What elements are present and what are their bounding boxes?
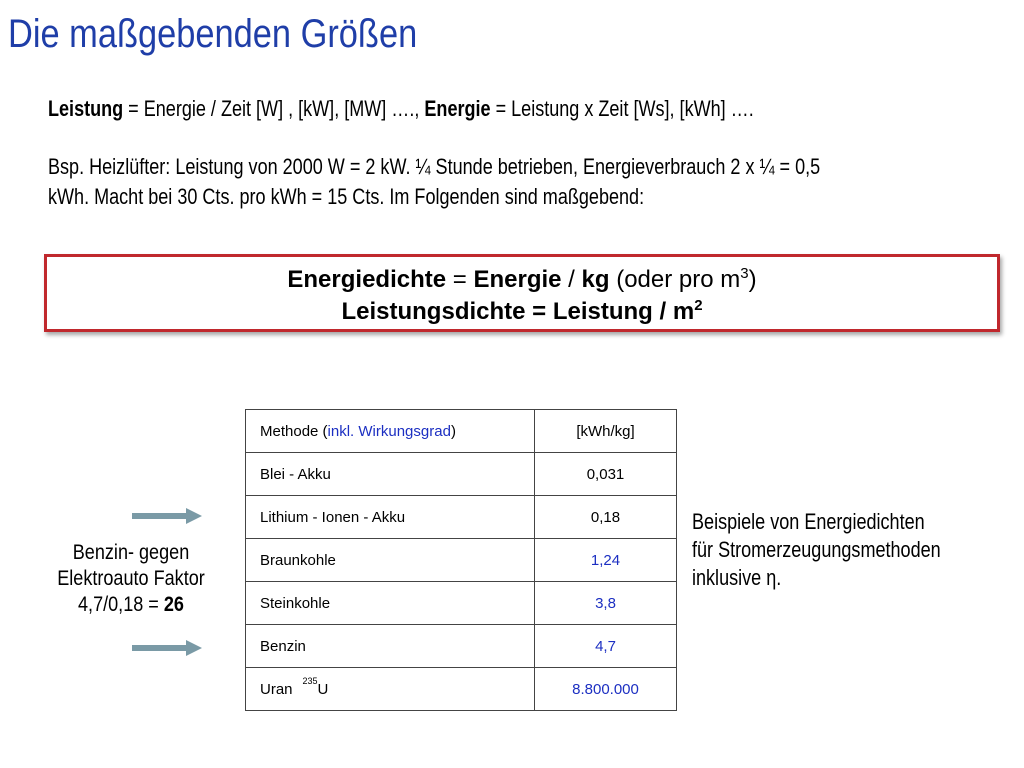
leistung-term: Leistung bbox=[48, 96, 124, 121]
method-cell: Blei - Akku bbox=[246, 453, 535, 496]
unit-header: [kWh/kg] bbox=[535, 410, 677, 453]
table-row bbox=[246, 582, 677, 625]
table-caption: Beispiele von Energiedichten für Stromerzeugungsmethoden inklusive η. bbox=[692, 509, 941, 590]
value-cell: 0,18 bbox=[535, 496, 677, 539]
table-row bbox=[246, 496, 677, 539]
energiedichte-formula: Energiedichte = Energie / kg (oder pro $m^3$) bbox=[287, 265, 757, 293]
example-line-2: kWh. Macht bei 30 Cts. pro kWh = 15 Cts. Im Folgenden sind maßgebend: bbox=[48, 184, 645, 209]
table-row bbox=[246, 539, 677, 582]
method-cell: Braunkohle bbox=[246, 539, 535, 582]
example-line-1: Bsp. Heizlüfter: Leistung von 2000 W = 2 kW. ¼ Stunde betrieben, Energieverbrauch 2 x ¼ = 0,5 bbox=[48, 154, 821, 179]
method-cell: Uran $^{235}$U bbox=[246, 668, 535, 711]
value-cell: 4,7 bbox=[535, 625, 677, 668]
page-title: Die maßgebenden Größen bbox=[8, 12, 418, 56]
density-definition-box bbox=[44, 254, 1000, 332]
value-cell: 0,031 bbox=[535, 453, 677, 496]
table-header-row bbox=[246, 410, 677, 453]
arrow-right-icon bbox=[130, 637, 204, 659]
table-row bbox=[246, 668, 677, 711]
method-cell: Benzin bbox=[246, 625, 535, 668]
comparison-note: Benzin- gegen Elektroauto Faktor 4,7/0,18 = 26 bbox=[57, 541, 205, 616]
leistungsdichte-formula: Leistungsdichte = Leistung / $m^2$ bbox=[341, 297, 703, 325]
method-cell: Steinkohle bbox=[246, 582, 535, 625]
energie-definition: = Leistung x Zeit [Ws], [kWh] …. bbox=[490, 96, 754, 121]
value-cell: 8.800.000 bbox=[535, 668, 677, 711]
method-header: Methode (inkl. Wirkungsgrad) bbox=[246, 410, 535, 453]
method-cell: Lithium - Ionen - Akku bbox=[246, 496, 535, 539]
isotope-mass-number: 235 bbox=[302, 676, 318, 686]
energy-density-table bbox=[245, 409, 677, 711]
value-cell: 3,8 bbox=[535, 582, 677, 625]
definition-line bbox=[48, 96, 754, 122]
value-cell: 1,24 bbox=[535, 539, 677, 582]
table-row bbox=[246, 625, 677, 668]
leistung-definition: = Energie / Zeit [W] , [kW], [MW] …., bbox=[123, 96, 425, 121]
table-row bbox=[246, 453, 677, 496]
arrow-right-icon bbox=[130, 505, 204, 527]
energie-term: Energie bbox=[424, 96, 491, 121]
